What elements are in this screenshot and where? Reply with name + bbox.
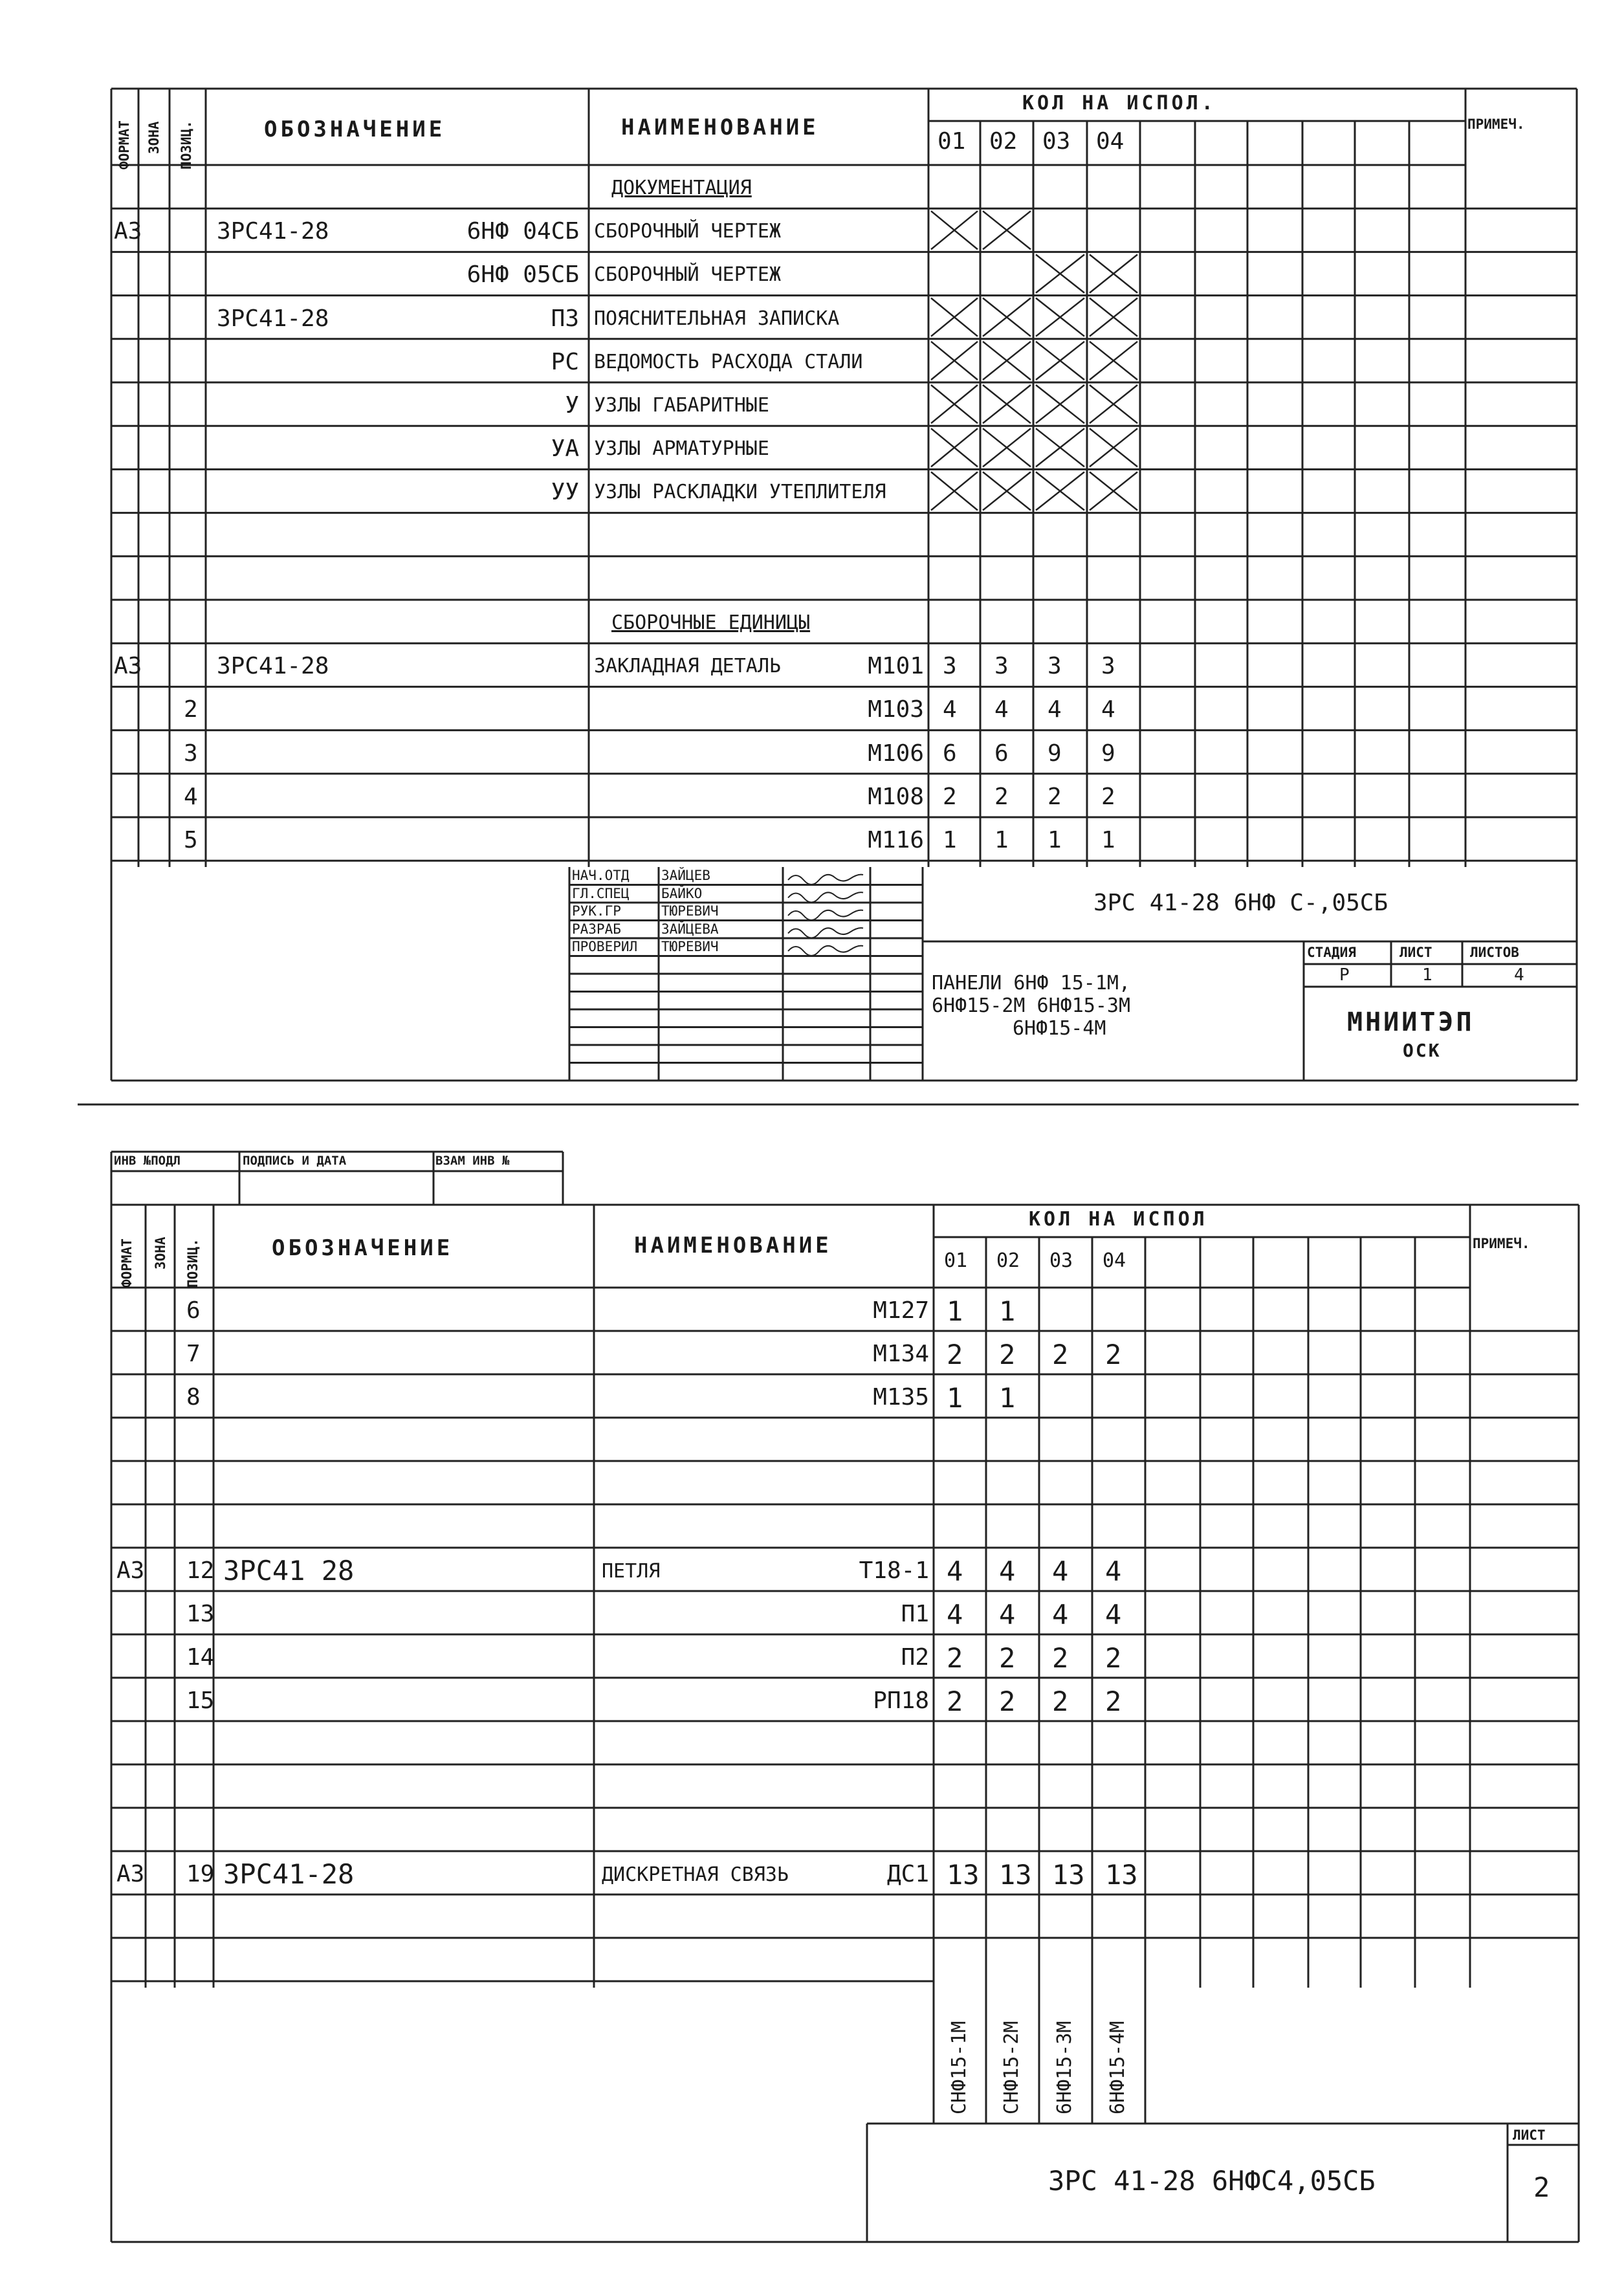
- title-line-1: ПАНЕЛИ 6НФ 15-1М,: [932, 972, 1131, 994]
- row-name: ЗАКЛАДНАЯ ДЕТАЛЬ: [594, 655, 781, 678]
- row-quantity: 13: [1052, 1859, 1085, 1891]
- row-quantity: 4: [947, 1599, 963, 1631]
- row-quantity: 1: [999, 1295, 1016, 1327]
- row-name-mark: М116: [868, 827, 924, 853]
- sheets-value: 4: [1514, 965, 1524, 985]
- stamp-role: ПРОВЕРИЛ: [572, 939, 638, 954]
- row-designation: 3РС41-28: [217, 218, 329, 245]
- row-quantity: 3: [1048, 653, 1062, 680]
- row-quantity: 2: [943, 783, 957, 810]
- row-designation-suffix: У: [565, 392, 579, 419]
- row-designation: 3РС41 28: [223, 1555, 355, 1587]
- stamp-role: РАЗРАБ: [572, 921, 621, 937]
- row-quantity: 6: [943, 740, 957, 767]
- row-quantity: 4: [1105, 1555, 1122, 1587]
- row-name: УЗЛЫ АРМАТУРНЫЕ: [594, 437, 769, 461]
- row-name-mark: М135: [873, 1384, 929, 1411]
- row-designation: 3РС41-28: [223, 1858, 355, 1890]
- col-name-header: НАИМЕНОВАНИЕ: [634, 1233, 832, 1258]
- col-pos-header: ПОЗИЦ.: [185, 1238, 201, 1288]
- row-name: УЗЛЫ РАСКЛАДКИ УТЕПЛИТЕЛЯ: [594, 481, 886, 504]
- variant-name: СНФ15-1М: [948, 2021, 971, 2114]
- variant-name: 6НФ15-3М: [1053, 2021, 1076, 2114]
- row-quantity: 4: [1052, 1599, 1069, 1631]
- col-designation-header: ОБОЗНАЧЕНИЕ: [272, 1235, 454, 1261]
- row-name-mark: РП18: [873, 1687, 929, 1714]
- row-quantity: 3: [943, 653, 957, 680]
- sheet-label: ЛИСТ: [1399, 945, 1432, 960]
- row-quantity: 2: [999, 1339, 1016, 1370]
- row-quantity: 2: [1052, 1686, 1069, 1717]
- sheet-value: 1: [1422, 965, 1432, 985]
- row-quantity: 2: [947, 1339, 963, 1370]
- row-designation: 3РС41-28: [217, 305, 329, 332]
- signature-mark: [788, 946, 863, 956]
- row-name: ДОКУМЕНТАЦИЯ: [611, 177, 752, 199]
- row-name: СБОРОЧНЫЙ ЧЕРТЕЖ: [594, 263, 781, 287]
- row-position: 3: [184, 740, 198, 767]
- row-quantity: 2: [947, 1686, 963, 1717]
- row-designation-suffix: РС: [551, 348, 579, 375]
- replacement-inv-label: ВЗАМ ИНВ №: [435, 1154, 510, 1168]
- title-line-2: 6НФ15-2М 6НФ15-3М: [932, 994, 1131, 1017]
- row-quantity: 13: [947, 1859, 980, 1891]
- row-quantity: 1: [947, 1295, 963, 1327]
- row-quantity: 2: [947, 1642, 963, 1674]
- signature-date-label: ПОДПИСЬ И ДАТА: [243, 1154, 347, 1168]
- row-position: 13: [186, 1601, 215, 1627]
- variant-header: 03: [1042, 128, 1071, 155]
- row-position: 14: [186, 1644, 215, 1671]
- stamp-name: ЗАЙЦЕВА: [661, 921, 719, 937]
- row-quantity: 13: [1105, 1859, 1138, 1891]
- row-quantity: 1: [999, 1382, 1016, 1414]
- row-quantity: 1: [1101, 827, 1115, 853]
- row-quantity: 2: [1105, 1686, 1122, 1717]
- row-designation-suffix: ПЗ: [551, 305, 579, 332]
- stamp-name: ТЮРЕВИЧ: [661, 939, 719, 954]
- row-position: 4: [184, 783, 198, 810]
- stamp-role: ГЛ.СПЕЦ: [572, 885, 630, 901]
- col-note-header: ПРИМЕЧ.: [1473, 1236, 1530, 1251]
- row-designation: 3РС41-28: [217, 653, 329, 680]
- doc-code: 3РС 41-28 6НФС4,05СБ: [1048, 2165, 1376, 2197]
- row-quantity: 3: [1101, 653, 1115, 680]
- sheet-label: ЛИСТ: [1513, 2127, 1546, 2143]
- col-name-header: НАИМЕНОВАНИЕ: [621, 115, 819, 140]
- row-name-mark: М108: [868, 783, 924, 810]
- row-quantity: 1: [947, 1382, 963, 1414]
- signature-mark: [788, 928, 863, 938]
- col-designation-header: ОБОЗНАЧЕНИЕ: [264, 116, 446, 142]
- row-quantity: 2: [1048, 783, 1062, 810]
- variant-header: 02: [989, 128, 1018, 155]
- row-position: 2: [184, 696, 198, 723]
- row-name: СБОРОЧНЫЙ ЧЕРТЕЖ: [594, 220, 781, 243]
- row-quantity: 6: [994, 740, 1009, 767]
- row-name: УЗЛЫ ГАБАРИТНЫЕ: [594, 394, 769, 417]
- row-name: ДИСКРЕТНАЯ СВЯЗЬ: [602, 1863, 789, 1886]
- stage-label: СТАДИЯ: [1307, 945, 1356, 960]
- row-quantity: 4: [1101, 696, 1115, 723]
- sheets-label: ЛИСТОВ: [1470, 945, 1519, 960]
- variant-header: 01: [938, 128, 966, 155]
- row-name-mark: М127: [873, 1297, 929, 1324]
- variant-header: 04: [1096, 128, 1125, 155]
- row-position: 8: [186, 1384, 201, 1411]
- variant-header: 01: [944, 1249, 968, 1272]
- stamp-name: БАЙКО: [661, 885, 703, 901]
- col-pos-header: ПОЗИЦ.: [179, 120, 194, 170]
- row-quantity: 2: [999, 1686, 1016, 1717]
- row-quantity: 9: [1048, 740, 1062, 767]
- variant-name: СНФ15-2М: [1000, 2021, 1023, 2114]
- row-quantity: 1: [943, 827, 957, 853]
- variant-header: 03: [1049, 1249, 1073, 1272]
- row-designation-suffix: УУ: [551, 479, 579, 506]
- row-quantity: 4: [1105, 1599, 1122, 1631]
- row-quantity: 2: [1052, 1642, 1069, 1674]
- stamp-name: ТЮРЕВИЧ: [661, 903, 719, 919]
- row-quantity: 2: [999, 1642, 1016, 1674]
- row-position: 5: [184, 827, 198, 853]
- row-format: А3: [114, 653, 142, 680]
- stage-value: Р: [1339, 965, 1350, 985]
- row-name: ВЕДОМОСТЬ РАСХОДА СТАЛИ: [594, 350, 863, 373]
- col-qty-header: КОЛ НА ИСПОЛ: [1029, 1208, 1208, 1231]
- row-position: 6: [186, 1297, 201, 1324]
- row-quantity: 3: [994, 653, 1009, 680]
- row-name: ПЕТЛЯ: [602, 1560, 661, 1583]
- col-qty-header: КОЛ НА ИСПОЛ.: [1022, 92, 1216, 115]
- row-quantity: 4: [1052, 1555, 1069, 1587]
- signature-mark: [788, 875, 863, 884]
- row-designation-suffix: 6НФ 05СБ: [466, 261, 579, 289]
- row-designation-suffix: 6НФ 04СБ: [466, 218, 579, 245]
- row-quantity: 2: [1052, 1339, 1069, 1370]
- col-format-header: ФОРМАТ: [116, 120, 132, 170]
- row-quantity: 2: [1101, 783, 1115, 810]
- col-note-header: ПРИМЕЧ.: [1467, 116, 1525, 132]
- row-quantity: 4: [999, 1555, 1016, 1587]
- variant-name: 6НФ15-4М: [1106, 2021, 1129, 2114]
- row-quantity: 2: [1105, 1339, 1122, 1370]
- row-name-mark: П1: [901, 1601, 929, 1627]
- stamp-name: ЗАЙЦЕВ: [661, 868, 710, 883]
- row-name-mark: ДС1: [886, 1861, 929, 1887]
- row-position: 19: [186, 1861, 215, 1887]
- row-name-mark: М101: [868, 653, 924, 680]
- row-position: 15: [186, 1687, 215, 1714]
- row-name: ПОЯСНИТЕЛЬНАЯ ЗАПИСКА: [594, 307, 840, 330]
- row-name: СБОРОЧНЫЕ ЕДИНИЦЫ: [611, 611, 811, 634]
- variant-header: 02: [996, 1249, 1020, 1272]
- stamp-role: РУК.ГР: [572, 903, 621, 919]
- row-quantity: 4: [943, 696, 957, 723]
- row-quantity: 4: [1048, 696, 1062, 723]
- sheet-number: 2: [1533, 2171, 1550, 2203]
- row-quantity: 1: [1048, 827, 1062, 853]
- row-position: 7: [186, 1341, 201, 1367]
- dept-name: ОСК: [1403, 1040, 1442, 1061]
- row-quantity: 4: [994, 696, 1009, 723]
- row-quantity: 1: [994, 827, 1009, 853]
- signature-mark: [788, 910, 863, 920]
- stamp-role: НАЧ.ОТД: [572, 868, 630, 883]
- signature-mark: [788, 892, 863, 902]
- title-line-3: 6НФ15-4М: [1013, 1017, 1106, 1040]
- row-format: А3: [116, 1557, 145, 1584]
- row-name-mark: Т18-1: [859, 1557, 929, 1584]
- row-name-mark: М106: [868, 740, 924, 767]
- col-format-header: ФОРМАТ: [119, 1238, 135, 1288]
- row-quantity: 2: [994, 783, 1009, 810]
- col-zone-header: ЗОНА: [146, 121, 162, 154]
- row-format: А3: [114, 218, 142, 245]
- row-name-mark: М134: [873, 1341, 929, 1367]
- row-quantity: 13: [999, 1859, 1032, 1891]
- row-quantity: 4: [999, 1599, 1016, 1631]
- variant-header: 04: [1103, 1249, 1126, 1272]
- doc-code: 3РС 41-28 6НФ С-,05СБ: [1093, 890, 1388, 916]
- row-format: А3: [116, 1861, 145, 1887]
- row-name-mark: П2: [901, 1644, 929, 1671]
- org-name: МНИИТЭП: [1347, 1007, 1475, 1037]
- inv-label: ИНВ №ПОДЛ: [114, 1154, 181, 1168]
- row-designation-suffix: УА: [551, 435, 579, 463]
- row-position: 12: [186, 1557, 215, 1584]
- row-quantity: 9: [1101, 740, 1115, 767]
- row-quantity: 4: [947, 1555, 963, 1587]
- row-name-mark: М103: [868, 696, 924, 723]
- col-zone-header: ЗОНА: [153, 1236, 168, 1269]
- row-quantity: 2: [1105, 1642, 1122, 1674]
